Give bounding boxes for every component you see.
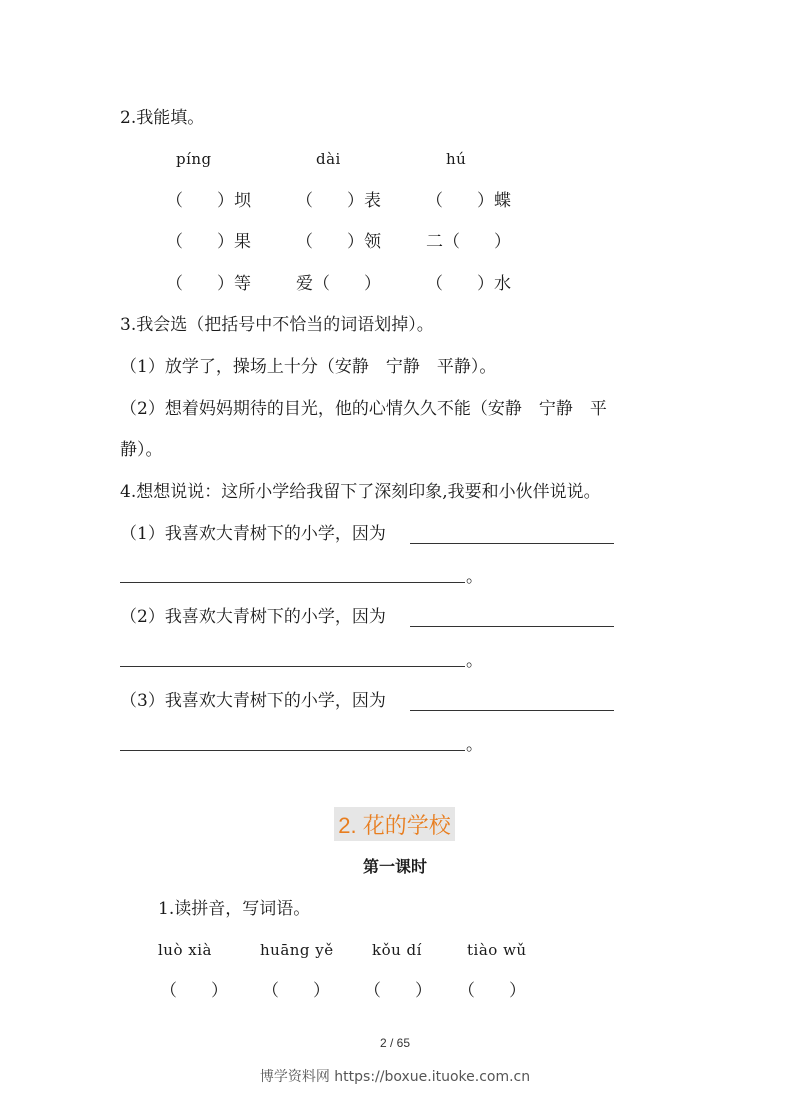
answer-line[interactable]	[120, 750, 465, 751]
pinyin-tiao-wu: tiào wǔ	[467, 941, 527, 959]
fill-cell[interactable]: （ ）等	[166, 274, 251, 294]
q4-title: 4.想想说说：这所小学给我留下了深刻印象,我要和小伙伴说说。	[120, 482, 601, 502]
fill-cell[interactable]: （ ）表	[296, 191, 381, 211]
q4-item-3-end: 。	[466, 735, 483, 755]
word-box[interactable]: （ ）	[364, 981, 432, 1001]
pinyin-huang-ye: huāng yě	[260, 941, 334, 959]
lesson-q1-title: 1.读拼音，写词语。	[158, 899, 311, 919]
pinyin-hu: hú	[446, 150, 467, 168]
pinyin-luo-xia: luò xià	[158, 941, 212, 959]
fill-cell[interactable]: 二（ ）	[426, 232, 511, 252]
fill-cell[interactable]: （ ）果	[166, 232, 251, 252]
word-box[interactable]: （ ）	[160, 981, 228, 1001]
footer-watermark: 博学资料网 https://boxue.ituoke.com.cn	[259, 1069, 531, 1085]
page-number: 2 / 65	[379, 1036, 411, 1050]
q3-title: 3.我会选（把括号中不恰当的词语划掉）。	[120, 315, 434, 335]
pinyin-dai: dài	[316, 150, 341, 168]
fill-cell[interactable]: （ ）水	[426, 274, 511, 294]
fill-cell[interactable]: （ ）坝	[166, 191, 251, 211]
answer-line[interactable]	[410, 710, 614, 711]
q4-item-2-label: （2）我喜欢大青树下的小学，因为	[120, 607, 386, 627]
word-box[interactable]: （ ）	[262, 981, 330, 1001]
lesson-title: 2. 花的学校	[338, 812, 451, 838]
lesson-title-box	[334, 807, 455, 841]
answer-line[interactable]	[120, 666, 465, 667]
q3-item-2-line1: （2）想着妈妈期待的目光，他的心情久久不能（安静 宁静 平	[120, 399, 607, 419]
answer-line[interactable]	[410, 543, 614, 544]
answer-line[interactable]	[410, 626, 614, 627]
q4-item-1-label: （1）我喜欢大青树下的小学，因为	[120, 524, 386, 544]
q4-item-1-end: 。	[466, 567, 483, 587]
lesson-subtitle: 第一课时	[362, 857, 427, 876]
pinyin-kou-di: kǒu dí	[372, 941, 422, 959]
q4-item-2-end: 。	[466, 651, 483, 671]
fill-cell[interactable]: 爱（ ）	[296, 274, 381, 294]
pinyin-ping: píng	[176, 150, 212, 168]
fill-cell[interactable]: （ ）领	[296, 232, 381, 252]
fill-cell[interactable]: （ ）蝶	[426, 191, 511, 211]
q4-item-3-label: （3）我喜欢大青树下的小学，因为	[120, 691, 386, 711]
word-box[interactable]: （ ）	[458, 981, 526, 1001]
q3-item-1: （1）放学了，操场上十分（安静 宁静 平静）。	[120, 357, 497, 377]
q3-item-2-line2: 静）。	[120, 440, 163, 460]
q2-title: 2.我能填。	[120, 108, 205, 128]
answer-line[interactable]	[120, 582, 465, 583]
